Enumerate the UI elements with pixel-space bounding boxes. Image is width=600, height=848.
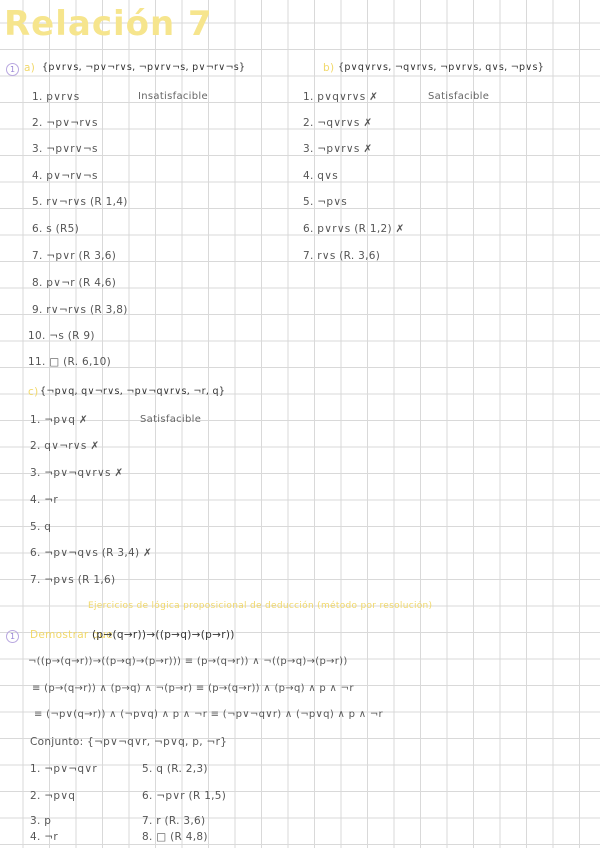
b-line: 5. ¬p∨s — [303, 196, 348, 208]
resolution-line: 6. ¬p∨r (R 1,5) — [142, 790, 227, 802]
resolution-line: 3. p — [30, 815, 52, 827]
a-line: 2. ¬p∨¬r∨s — [32, 117, 98, 129]
section-heading: Ejercicios de lógica proposicional de deducción (método por resolución) — [88, 601, 433, 611]
c-line: 6. ¬p∨¬q∨s (R 3,4) ✗ — [30, 547, 153, 559]
a-line: 5. r∨¬r∨s (R 1,4) — [32, 196, 128, 208]
page-title: Relación 7 — [4, 4, 213, 44]
derivation-step: ≡ (p→(q→r)) ∧ (p→q) ∧ ¬(p→r) ≡ (p→(q→r)) ∧ (p→q) ∧ p ∧ ¬r — [32, 683, 354, 694]
c-line: 4. ¬r — [30, 494, 58, 506]
exercise-number: 1 — [6, 630, 19, 643]
b-line: 7. r∨s (R. 3,6) — [303, 250, 381, 262]
c-line: 1. ¬p∨q ✗ — [30, 414, 89, 426]
b-line: 3. ¬p∨r∨s ✗ — [303, 143, 373, 155]
resolution-line: 8. □ (R 4,8) — [142, 831, 208, 843]
c-line: 5. q — [30, 521, 52, 533]
b-result: Satisfacible — [428, 91, 490, 102]
c-line: 2. q∨¬r∨s ✗ — [30, 440, 100, 452]
b-line: 6. p∨r∨s (R 1,2) ✗ — [303, 223, 405, 235]
exercise-number: 1 — [6, 63, 19, 76]
a-line: 10. ¬s (R 9) — [28, 330, 95, 342]
part-b-set: {p∨q∨r∨s, ¬q∨r∨s, ¬p∨r∨s, q∨s, ¬p∨s} — [338, 62, 545, 73]
part-c-label: c) — [28, 386, 39, 398]
c-result: Satisfacible — [140, 414, 202, 425]
part-a-set: {p∨r∨s, ¬p∨¬r∨s, ¬p∨r∨¬s, p∨¬r∨¬s} — [42, 62, 246, 73]
derivation-step: ¬((p→(q→r))→((p→q)→(p→r))) ≡ (p→(q→r)) ∧ ¬((p→q)→(p→r)) — [28, 656, 348, 667]
a-line: 8. p∨¬r (R 4,6) — [32, 277, 117, 289]
part-b-label: b) — [323, 62, 335, 74]
c-line: 3. ¬p∨¬q∨r∨s ✗ — [30, 467, 124, 479]
a-line: 9. r∨¬r∨s (R 3,8) — [32, 304, 128, 316]
a-line: 7. ¬p∨r (R 3,6) — [32, 250, 117, 262]
a-result: Insatisfacible — [138, 91, 208, 102]
a-line: 11. □ (R. 6,10) — [28, 356, 111, 368]
a-line: 1. p∨r∨s — [32, 91, 80, 103]
resolution-line: 4. ¬r — [30, 831, 58, 843]
b-line: 1. p∨q∨r∨s ✗ — [303, 91, 379, 103]
part-a-label: a) — [24, 62, 36, 74]
exercise-formula: (p→(q→r))→((p→q)→(p→r)) — [92, 629, 235, 641]
a-line: 3. ¬p∨r∨¬s — [32, 143, 98, 155]
resolution-line: 2. ¬p∨q — [30, 790, 76, 802]
a-line: 6. s (R5) — [32, 223, 80, 235]
resolution-line: 7. r (R. 3,6) — [142, 815, 206, 827]
a-line: 4. p∨¬r∨¬s — [32, 170, 98, 182]
clause-set: Conjunto: {¬p∨¬q∨r, ¬p∨q, p, ¬r} — [30, 736, 228, 748]
resolution-line: 5. q (R. 2,3) — [142, 763, 208, 775]
b-line: 2. ¬q∨r∨s ✗ — [303, 117, 373, 129]
part-c-set: {¬p∨q, q∨¬r∨s, ¬p∨¬q∨r∨s, ¬r, q} — [40, 386, 226, 397]
derivation-step: ≡ (¬p∨(q→r)) ∧ (¬p∨q) ∧ p ∧ ¬r ≡ (¬p∨¬q∨r) ∧ (¬p∨q) ∧ p ∧ ¬r — [34, 709, 383, 720]
resolution-line: 1. ¬p∨¬q∨r — [30, 763, 97, 775]
b-line: 4. q∨s — [303, 170, 338, 182]
c-line: 7. ¬p∨s (R 1,6) — [30, 574, 116, 586]
exercise-label: Demostrar que — [30, 629, 113, 641]
